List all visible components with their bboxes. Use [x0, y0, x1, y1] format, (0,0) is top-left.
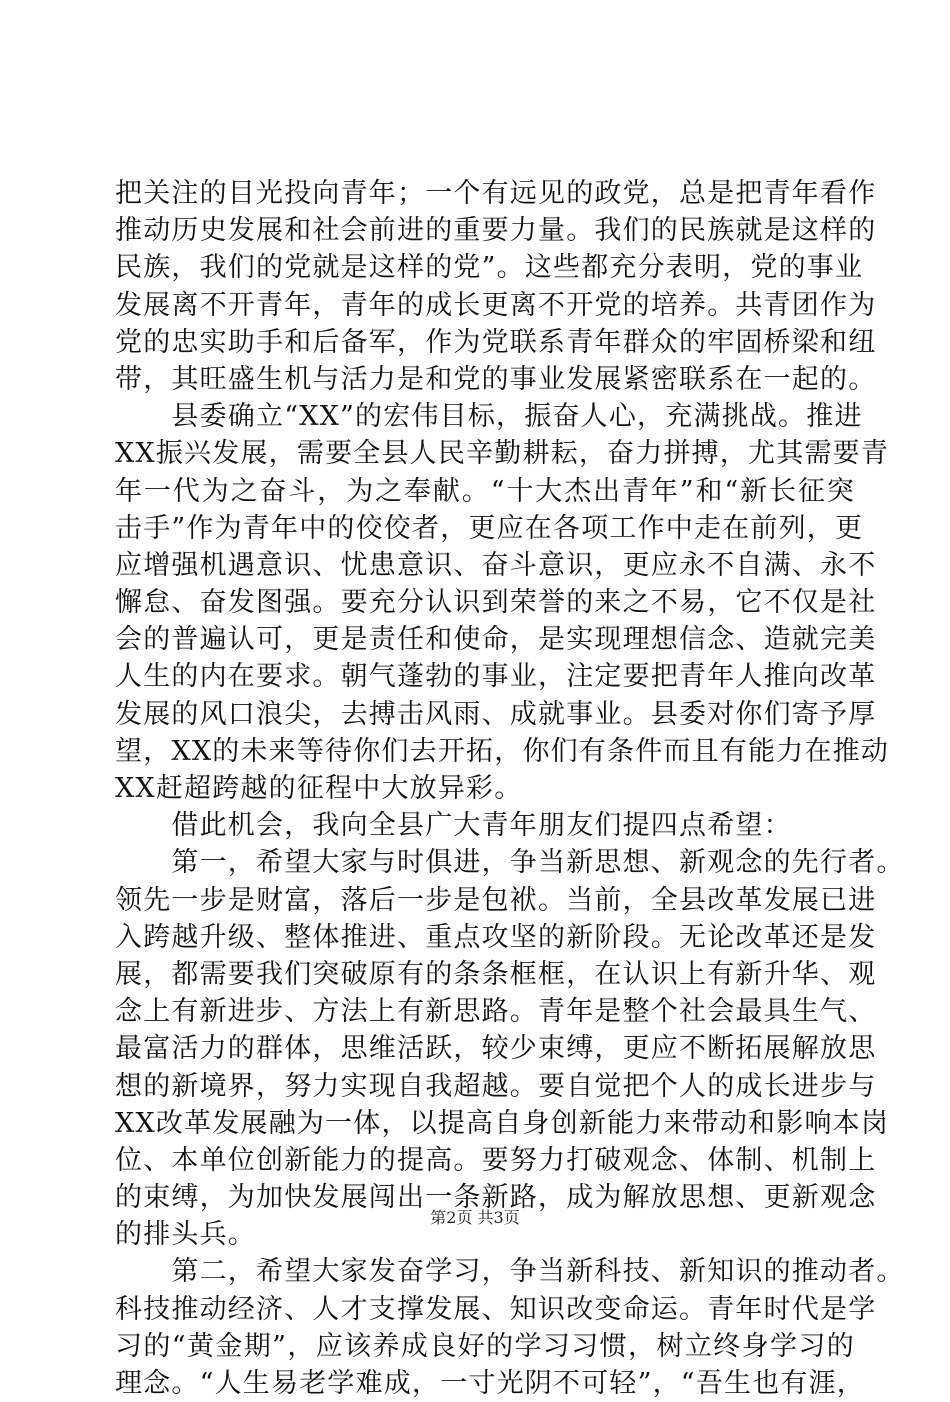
text-line: 民族，我们的党就是这样的党”。这些都充分表明，党的事业: [115, 252, 864, 284]
text-line: 最富活力的群体，思维活跃，较少束缚，更应不断拓展解放思: [115, 1033, 877, 1065]
text-line: 习的“黄金期”，应该养成良好的学习习惯，树立终身学习的: [115, 1330, 855, 1362]
text-line: 科技推动经济、人才支撑发展、知识改变命运。青年时代是学: [115, 1293, 877, 1325]
text-line: 把关注的目光投向青年；一个有远见的政党，总是把青年看作: [115, 178, 877, 209]
text-line: 懈怠、奋发图强。要充分认识到荣誉的来之不易，它不仅是社: [115, 587, 877, 619]
text-line: XX振兴发展，需要全县人民辛勤耕耘，奋力拼搏，尤其需要青: [115, 438, 890, 470]
text-line: 击手”作为青年中的佼佼者，更应在各项工作中走在前列，更: [115, 512, 864, 544]
text-line: 应增强机遇意识、忧患意识、奋斗意识，更应永不自满、永不: [115, 549, 877, 581]
text-line: 第二，希望大家发奋学习，争当新科技、新知识的推动者。: [115, 1256, 905, 1288]
text-line: XX赶超跨越的征程中大放异彩。: [115, 773, 523, 804]
text-line: 推动历史发展和社会前进的重要力量。我们的民族就是这样的: [115, 215, 877, 247]
text-line: 入跨越升级、整体推进、重点攻坚的新阶段。无论改革还是发: [115, 921, 877, 953]
text-line: 展，都需要我们突破原有的条条框框，在认识上有新升华、观: [115, 958, 877, 990]
text-line: 会的普遍认可，更是责任和使命，是实现理想信念、造就完美: [115, 624, 877, 656]
page-footer: 第2页 共3页: [430, 1208, 520, 1227]
text-line: 带，其旺盛生机与活力是和党的事业发展紧密联系在一起的。: [115, 363, 877, 395]
text-line: 发展的风口浪尖，去搏击风雨、成就事业。县委对你们寄予厚: [115, 698, 877, 730]
text-line: 的束缚，为加快发展闯出一条新路，成为解放思想、更新观念: [115, 1182, 877, 1214]
text-line: 借此机会，我向全县广大青年朋友们提四点希望：: [115, 810, 792, 842]
text-line: 望，XX的未来等待你们去开拓，你们有条件而且有能力在推动: [115, 735, 890, 767]
text-line: 党的忠实助手和后备军，作为党联系青年群众的牢固桥梁和纽: [115, 326, 877, 358]
text-line: 理念。“人生易老学难成，一寸光阴不可轻”，“吾生也有涯，: [115, 1368, 866, 1399]
text-line: 第一，希望大家与时俱进，争当新思想、新观念的先行者。: [115, 847, 905, 879]
text-line: 县委确立“XX”的宏伟目标，振奋人心，充满挑战。推进: [115, 401, 863, 433]
text-line: 人生的内在要求。朝气蓬勃的事业，注定要把青年人推向改革: [115, 661, 877, 693]
text-line: 位、本单位创新能力的提高。要努力打破观念、体制、机制上: [115, 1144, 877, 1176]
text-line: 发展离不开青年，青年的成长更离不开党的培养。共青团作为: [115, 289, 877, 321]
text-line: 念上有新进步、方法上有新思路。青年是整个社会最具生气、: [115, 996, 877, 1028]
text-line: 想的新境界，努力实现自我超越。要自觉把个人的成长进步与: [115, 1070, 877, 1102]
text-line: XX改革发展融为一体，以提高自身创新能力来带动和影响本岗: [115, 1107, 890, 1139]
text-line: 的排头兵。: [115, 1219, 256, 1251]
text-line: 年一代为之奋斗，为之奉献。“十大杰出青年”和“新长征突: [115, 475, 855, 507]
text-line: 领先一步是财富，落后一步是包袱。当前，全县改革发展已进: [115, 884, 877, 916]
